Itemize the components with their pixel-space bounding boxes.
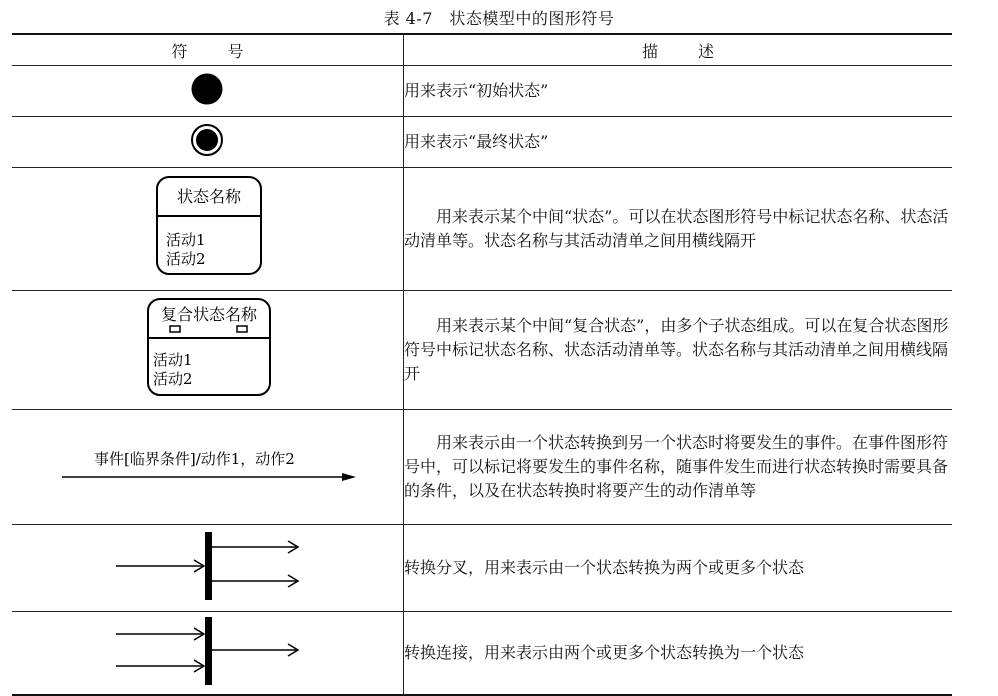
row-description: 转换分叉，用来表示由一个状态转换为两个或更多个状态 (404, 558, 805, 577)
table-header-row (12, 34, 952, 66)
row-description: 用来表示“最终状态” (404, 132, 549, 151)
join-symbol (12, 612, 404, 696)
row-description: 用来表示由一个状态转换到另一个状态时将要发生的事件。在事件图形符号中，可以标记将要发生的事件名称，随事件发生而进行状态转换时需要具备的条件，以及在状态转换时将要产生的动作清单等 (404, 433, 949, 500)
row-description: 用来表示“初始状态” (404, 81, 549, 100)
initial-state-symbol (12, 66, 404, 117)
activity2-label: 活动2 (166, 250, 206, 268)
symbol-table (12, 33, 952, 696)
activity1-label: 活动1 (153, 351, 193, 369)
fork-symbol (12, 525, 404, 612)
composite-state-symbol (12, 291, 404, 410)
final-state-symbol (12, 117, 404, 168)
state-name-label: 状态名称 (176, 187, 242, 206)
event-arrow-icon (12, 410, 403, 520)
table-row (12, 66, 952, 117)
table-row (12, 291, 952, 410)
state-symbol (12, 168, 404, 291)
final-state-bullseye-icon (12, 117, 403, 163)
row-description: 用来表示某个中间“复合状态”，由多个子状态组成。可以在复合状态图形符号中标记状态名称、状态活动清单等。状态名称与其活动清单之间用横线隔开 (404, 316, 949, 383)
state-box-icon (12, 168, 403, 286)
table-row (12, 168, 952, 291)
activity2-label: 活动2 (153, 370, 193, 388)
header-symbol: 符号 (12, 34, 404, 66)
row-description: 转换连接，用来表示由两个或更多个状态转换为一个状态 (404, 643, 805, 662)
activity1-label: 活动1 (166, 231, 206, 249)
header-description: 描述 (641, 41, 754, 61)
table-row (12, 525, 952, 612)
composite-state-box-icon (12, 291, 403, 405)
event-symbol (12, 410, 404, 525)
event-label: 事件[临界条件]/动作1，动作2 (94, 450, 295, 468)
table-caption: 表 4-7 状态模型中的图形符号 (383, 9, 615, 28)
table-row (12, 612, 952, 696)
table-row (12, 410, 952, 525)
row-description: 用来表示某个中间“状态”。可以在状态图形符号中标记状态名称、状态活动清单等。状态名称与其活动清单之间用横线隔开 (404, 207, 949, 250)
initial-state-dot-icon (12, 66, 403, 112)
table-row (12, 117, 952, 168)
join-bar-icon (12, 612, 403, 690)
fork-bar-icon (12, 525, 403, 607)
composite-state-name-label: 复合状态名称 (160, 305, 258, 324)
